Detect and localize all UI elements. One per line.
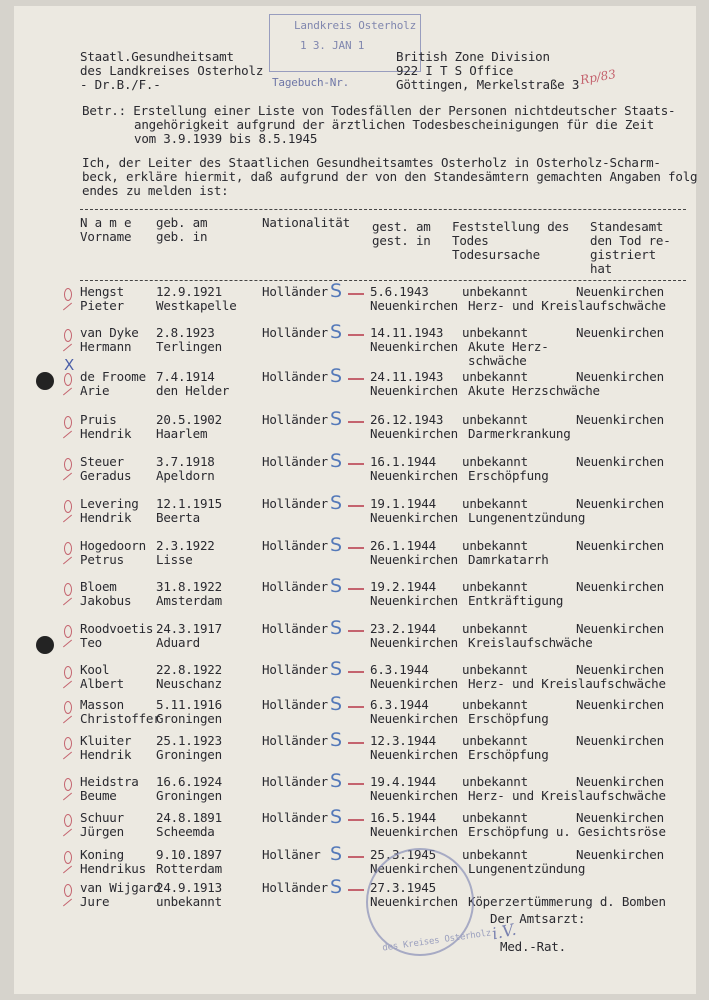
row-birth-place: den Helder	[156, 383, 230, 398]
row-birth-place: unbekannt	[156, 894, 222, 909]
red-dash-mark	[348, 889, 364, 891]
recipient-line-3: Göttingen, Merkelstraße 3	[396, 77, 580, 92]
row-registry: Neuenkirchen	[576, 810, 664, 825]
body-line-1: Ich, der Leiter des Staatlichen Gesundheitsamtes Osterholz in Osterholz-Scharm-	[82, 155, 661, 170]
row-death-date: 24.11.1943	[370, 369, 444, 384]
row-mark-circle	[64, 737, 72, 750]
row-nationality: Holländer	[262, 454, 328, 469]
footer-line-1: Der Amtsarzt:	[490, 911, 586, 926]
header-divider-bottom	[80, 280, 686, 281]
recipient-line-1: British Zone Division	[396, 49, 550, 64]
row-death-date: 19.2.1944	[370, 579, 436, 594]
check-s-mark: S	[330, 575, 343, 597]
row-registry: Neuenkirchen	[576, 774, 664, 789]
body-line-2: beck, erkläre hiermit, daß aufgrund der von den Standesämtern gemachten Angaben folg	[82, 169, 698, 184]
row-surname: Hengst	[80, 284, 124, 299]
row-mark-tick	[63, 716, 72, 724]
header-registry-l2: den Tod re-	[590, 233, 671, 248]
check-s-mark: S	[330, 843, 343, 865]
red-dash-mark	[348, 706, 364, 708]
header-cause-l2: Todes	[452, 233, 489, 248]
row-death-date: 12.3.1944	[370, 733, 436, 748]
row-mark-tick	[63, 793, 72, 801]
row-firstname: Hermann	[80, 339, 132, 354]
seal-text: des Kreises Osterholz	[381, 928, 492, 954]
row-mark-tick	[63, 829, 72, 837]
red-dash-mark	[348, 742, 364, 744]
row-surname: van Wijgard	[80, 880, 161, 895]
row-death-place: Neuenkirchen	[370, 510, 458, 525]
row-mark-tick	[63, 303, 72, 311]
row-death-place: Neuenkirchen	[370, 426, 458, 441]
row-cause-status: unbekannt	[462, 579, 528, 594]
row-registry: Neuenkirchen	[576, 325, 664, 340]
row-mark-tick	[63, 431, 72, 439]
row-cause-status: unbekannt	[462, 847, 528, 862]
row-mark-circle	[64, 542, 72, 555]
row-birth-date: 3.7.1918	[156, 454, 215, 469]
red-dash-mark	[348, 378, 364, 380]
row-birth-date: 16.6.1924	[156, 774, 222, 789]
row-birth-place: Scheemda	[156, 824, 215, 839]
row-cause: Akute Herz-	[468, 339, 549, 354]
footer-line-2: Med.-Rat.	[500, 939, 566, 954]
row-firstname: Hendrik	[80, 510, 132, 525]
punch-hole-top	[36, 372, 54, 390]
header-born-date: geb. am	[156, 215, 208, 230]
row-nationality: Holländer	[262, 810, 328, 825]
header-cause-l1: Feststellung des	[452, 219, 570, 234]
row-death-place: Neuenkirchen	[370, 383, 458, 398]
row-birth-date: 22.8.1922	[156, 662, 222, 677]
row-mark-circle	[64, 416, 72, 429]
row-mark-tick	[63, 640, 72, 648]
row-cause: Lungenentzündung	[468, 861, 586, 876]
row-birth-date: 24.8.1891	[156, 810, 222, 825]
row-mark-circle	[64, 583, 72, 596]
row-birth-place: Westkapelle	[156, 298, 237, 313]
row-registry: Neuenkirchen	[576, 538, 664, 553]
row-mark-circle	[64, 701, 72, 714]
red-dash-mark	[348, 463, 364, 465]
row-death-date: 6.3.1944	[370, 697, 429, 712]
check-s-mark: S	[330, 534, 343, 556]
row-firstname: Geradus	[80, 468, 132, 483]
row-mark-tick	[63, 344, 72, 352]
row-birth-date: 31.8.1922	[156, 579, 222, 594]
row-nationality: Holländer	[262, 774, 328, 789]
stamp-line-3: Tagebuch-Nr.	[272, 76, 350, 89]
red-dash-mark	[348, 671, 364, 673]
stamp-line-1: Landkreis Osterholz	[294, 19, 417, 32]
row-mark-tick	[63, 598, 72, 606]
row-birth-date: 20.5.1902	[156, 412, 222, 427]
row-birth-place: Apeldorn	[156, 468, 215, 483]
row-death-date: 14.11.1943	[370, 325, 444, 340]
row-firstname: Jürgen	[80, 824, 124, 839]
row-nationality: Holländer	[262, 412, 328, 427]
row-cause: Herz- und Kreislaufschwäche	[468, 298, 666, 313]
header-died-date: gest. am	[372, 219, 431, 234]
header-born-place: geb. in	[156, 229, 208, 244]
row-birth-date: 2.3.1922	[156, 538, 215, 553]
sender-line-3: - Dr.B./F.-	[80, 77, 161, 92]
row-cause: Entkräftigung	[468, 593, 564, 608]
red-dash-mark	[348, 856, 364, 858]
check-s-mark: S	[330, 365, 343, 387]
punch-hole-bottom	[36, 636, 54, 654]
row-mark-circle	[64, 329, 72, 342]
row-surname: Roodvoetis	[80, 621, 154, 636]
check-s-mark: S	[330, 658, 343, 680]
row-cause-cont: schwäche	[468, 353, 527, 368]
row-birth-date: 9.10.1897	[156, 847, 222, 862]
row-cause: Herz- und Kreislaufschwäche	[468, 788, 666, 803]
recipient-line-2: 922 I T S Office	[396, 63, 514, 78]
row-mark-circle	[64, 288, 72, 301]
row-mark-circle	[64, 458, 72, 471]
row-birth-place: Amsterdam	[156, 593, 222, 608]
row-nationality: Holländer	[262, 880, 328, 895]
row-mark-tick	[63, 866, 72, 874]
row-nationality: Holländer	[262, 697, 328, 712]
row-surname: Levering	[80, 496, 139, 511]
row-nationality: Holländer	[262, 284, 328, 299]
check-s-mark: S	[330, 617, 343, 639]
row-death-date: 19.1.1944	[370, 496, 436, 511]
row-firstname: Hendrik	[80, 747, 132, 762]
row-firstname: Jure	[80, 894, 110, 909]
row-surname: Masson	[80, 697, 124, 712]
row-cause: Köperzertümmerung d. Bomben	[468, 894, 666, 909]
row-birth-place: Rotterdam	[156, 861, 222, 876]
red-dash-mark	[348, 421, 364, 423]
row-nationality: Holländer	[262, 325, 328, 340]
row-birth-place: Groningen	[156, 711, 222, 726]
row-death-place: Neuenkirchen	[370, 824, 458, 839]
office-seal	[366, 848, 492, 956]
row-cause: Damrkatarrh	[468, 552, 549, 567]
row-mark-tick	[63, 681, 72, 689]
row-surname: Pruis	[80, 412, 117, 427]
row-death-place: Neuenkirchen	[370, 747, 458, 762]
sender-line-1: Staatl.Gesundheitsamt	[80, 49, 234, 64]
row-death-date: 23.2.1944	[370, 621, 436, 636]
row-firstname: Beume	[80, 788, 117, 803]
row-surname: Hogedoorn	[80, 538, 146, 553]
row-firstname: Jakobus	[80, 593, 132, 608]
row-surname: Kluiter	[80, 733, 132, 748]
row-firstname: Hendrik	[80, 426, 132, 441]
row-birth-date: 24.9.1913	[156, 880, 222, 895]
row-death-place: Neuenkirchen	[370, 552, 458, 567]
check-s-mark: S	[330, 408, 343, 430]
row-birth-place: Groningen	[156, 788, 222, 803]
red-dash-mark	[348, 819, 364, 821]
row-birth-place: Terlingen	[156, 339, 222, 354]
row-cause-status: unbekannt	[462, 774, 528, 789]
row-registry: Neuenkirchen	[576, 412, 664, 427]
row-cause-status: unbekannt	[462, 662, 528, 677]
row-surname: Schuur	[80, 810, 124, 825]
row-birth-place: Haarlem	[156, 426, 208, 441]
row-death-place: Neuenkirchen	[370, 676, 458, 691]
row-death-place: Neuenkirchen	[370, 788, 458, 803]
row-birth-place: Groningen	[156, 747, 222, 762]
row-mark-circle	[64, 625, 72, 638]
row-surname: de Froome	[80, 369, 146, 384]
check-s-mark: S	[330, 321, 343, 343]
row-death-place: Neuenkirchen	[370, 861, 458, 876]
check-s-mark: S	[330, 492, 343, 514]
recipient-handwritten-note: Rp/83	[579, 66, 617, 88]
row-surname: van Dyke	[80, 325, 139, 340]
row-nationality: Holläner	[262, 847, 321, 862]
row-cause: Herz- und Kreislaufschwäche	[468, 676, 666, 691]
row-birth-date: 2.8.1923	[156, 325, 215, 340]
row-mark-tick	[63, 473, 72, 481]
row-death-date: 25.3.1945	[370, 847, 436, 862]
row-cause-status: unbekannt	[462, 369, 528, 384]
row-firstname: Teo	[80, 635, 102, 650]
header-nationality: Nationalität	[262, 215, 350, 230]
row-mark-tick	[63, 515, 72, 523]
row-firstname: Albert	[80, 676, 124, 691]
header-cause-l3: Todesursache	[452, 247, 540, 262]
red-dash-mark	[348, 547, 364, 549]
row-birth-date: 25.1.1923	[156, 733, 222, 748]
header-name: N a m e	[80, 215, 132, 230]
red-dash-mark	[348, 505, 364, 507]
row-nationality: Holländer	[262, 579, 328, 594]
body-line-3: endes zu melden ist:	[82, 183, 229, 198]
row-nationality: Holländer	[262, 538, 328, 553]
row-birth-date: 5.11.1916	[156, 697, 222, 712]
row-cause: Erschöpfung	[468, 468, 549, 483]
row-death-place: Neuenkirchen	[370, 298, 458, 313]
row-cause: Kreislaufschwäche	[468, 635, 593, 650]
header-died-place: gest. in	[372, 233, 431, 248]
header-divider-top	[80, 209, 686, 210]
row-birth-place: Beerta	[156, 510, 200, 525]
row-registry: Neuenkirchen	[576, 697, 664, 712]
row-mark-circle	[64, 666, 72, 679]
row-cause-status: unbekannt	[462, 538, 528, 553]
row-birth-place: Neuschanz	[156, 676, 222, 691]
row-death-date: 16.1.1944	[370, 454, 436, 469]
check-s-mark: S	[330, 729, 343, 751]
check-s-mark: S	[330, 876, 343, 898]
row-birth-place: Lisse	[156, 552, 193, 567]
row-cause-status: unbekannt	[462, 621, 528, 636]
row-death-place: Neuenkirchen	[370, 635, 458, 650]
check-s-mark: S	[330, 806, 343, 828]
row-cause: Lungenentzündung	[468, 510, 586, 525]
row-cause-status: unbekannt	[462, 810, 528, 825]
row-mark-circle	[64, 500, 72, 513]
row-cause-status: unbekannt	[462, 496, 528, 511]
header-registry-l1: Standesamt	[590, 219, 664, 234]
row-firstname: Hendrikus	[80, 861, 146, 876]
official-signature: i.V.	[490, 919, 518, 944]
row-mark-tick	[63, 752, 72, 760]
row-registry: Neuenkirchen	[576, 621, 664, 636]
row-death-date: 26.12.1943	[370, 412, 444, 427]
row-death-place: Neuenkirchen	[370, 894, 458, 909]
subject-line-2: angehörigkeit aufgrund der ärztlichen Todesbescheinigungen für die Zeit	[134, 117, 655, 132]
handwritten-x-mark: X	[64, 356, 75, 374]
row-cause-status: unbekannt	[462, 697, 528, 712]
row-registry: Neuenkirchen	[576, 496, 664, 511]
row-cause: Darmerkrankung	[468, 426, 571, 441]
row-registry: Neuenkirchen	[576, 369, 664, 384]
row-death-date: 19.4.1944	[370, 774, 436, 789]
row-registry: Neuenkirchen	[576, 662, 664, 677]
row-cause-status: unbekannt	[462, 412, 528, 427]
row-firstname: Christoffer	[80, 711, 161, 726]
row-death-place: Neuenkirchen	[370, 593, 458, 608]
row-nationality: Holländer	[262, 369, 328, 384]
header-firstname: Vorname	[80, 229, 132, 244]
red-dash-mark	[348, 783, 364, 785]
row-birth-date: 24.3.1917	[156, 621, 222, 636]
row-surname: Steuer	[80, 454, 124, 469]
row-death-place: Neuenkirchen	[370, 711, 458, 726]
red-dash-mark	[348, 588, 364, 590]
row-nationality: Holländer	[262, 733, 328, 748]
row-surname: Bloem	[80, 579, 117, 594]
row-cause-status: unbekannt	[462, 454, 528, 469]
check-s-mark: S	[330, 693, 343, 715]
check-s-mark: S	[330, 770, 343, 792]
row-mark-circle	[64, 884, 72, 897]
stamp-line-2: 1 3. JAN 1	[300, 39, 365, 52]
row-registry: Neuenkirchen	[576, 579, 664, 594]
row-firstname: Petrus	[80, 552, 124, 567]
row-surname: Heidstra	[80, 774, 139, 789]
row-registry: Neuenkirchen	[576, 733, 664, 748]
red-dash-mark	[348, 334, 364, 336]
row-cause-status: unbekannt	[462, 284, 528, 299]
check-s-mark: S	[330, 280, 343, 302]
row-nationality: Holländer	[262, 496, 328, 511]
subject-line-1: Betr.: Erstellung einer Liste von Todesfällen der Personen nichtdeutscher Staats-	[82, 103, 676, 118]
row-birth-place: Aduard	[156, 635, 200, 650]
row-mark-circle	[64, 778, 72, 791]
row-cause: Erschöpfung	[468, 711, 549, 726]
row-registry: Neuenkirchen	[576, 284, 664, 299]
row-registry: Neuenkirchen	[576, 847, 664, 862]
row-death-place: Neuenkirchen	[370, 468, 458, 483]
row-death-date: 26.1.1944	[370, 538, 436, 553]
row-birth-date: 7.4.1914	[156, 369, 215, 384]
row-mark-circle	[64, 373, 72, 386]
row-cause: Erschöpfung	[468, 747, 549, 762]
row-death-date: 27.3.1945	[370, 880, 436, 895]
red-dash-mark	[348, 293, 364, 295]
row-surname: Kool	[80, 662, 110, 677]
document-page	[14, 6, 696, 994]
row-mark-tick	[63, 899, 72, 907]
row-death-place: Neuenkirchen	[370, 339, 458, 354]
row-registry: Neuenkirchen	[576, 454, 664, 469]
row-cause: Erschöpfung u. Gesichtsröse	[468, 824, 666, 839]
row-death-date: 6.3.1944	[370, 662, 429, 677]
row-nationality: Holländer	[262, 621, 328, 636]
check-s-mark: S	[330, 450, 343, 472]
sender-line-2: des Landkreises Osterholz	[80, 63, 264, 78]
row-death-date: 5.6.1943	[370, 284, 429, 299]
row-nationality: Holländer	[262, 662, 328, 677]
row-cause: Akute Herzschwäche	[468, 383, 600, 398]
row-surname: Koning	[80, 847, 124, 862]
red-dash-mark	[348, 630, 364, 632]
subject-line-3: vom 3.9.1939 bis 8.5.1945	[134, 131, 318, 146]
row-cause-status: unbekannt	[462, 733, 528, 748]
row-birth-date: 12.1.1915	[156, 496, 222, 511]
row-cause-status: unbekannt	[462, 325, 528, 340]
row-mark-tick	[63, 557, 72, 565]
row-death-date: 16.5.1944	[370, 810, 436, 825]
header-registry-l4: hat	[590, 261, 612, 276]
row-mark-tick	[63, 388, 72, 396]
row-birth-date: 12.9.1921	[156, 284, 222, 299]
row-firstname: Pieter	[80, 298, 124, 313]
header-registry-l3: gistriert	[590, 247, 656, 262]
row-firstname: Arie	[80, 383, 110, 398]
row-mark-circle	[64, 814, 72, 827]
row-mark-circle	[64, 851, 72, 864]
